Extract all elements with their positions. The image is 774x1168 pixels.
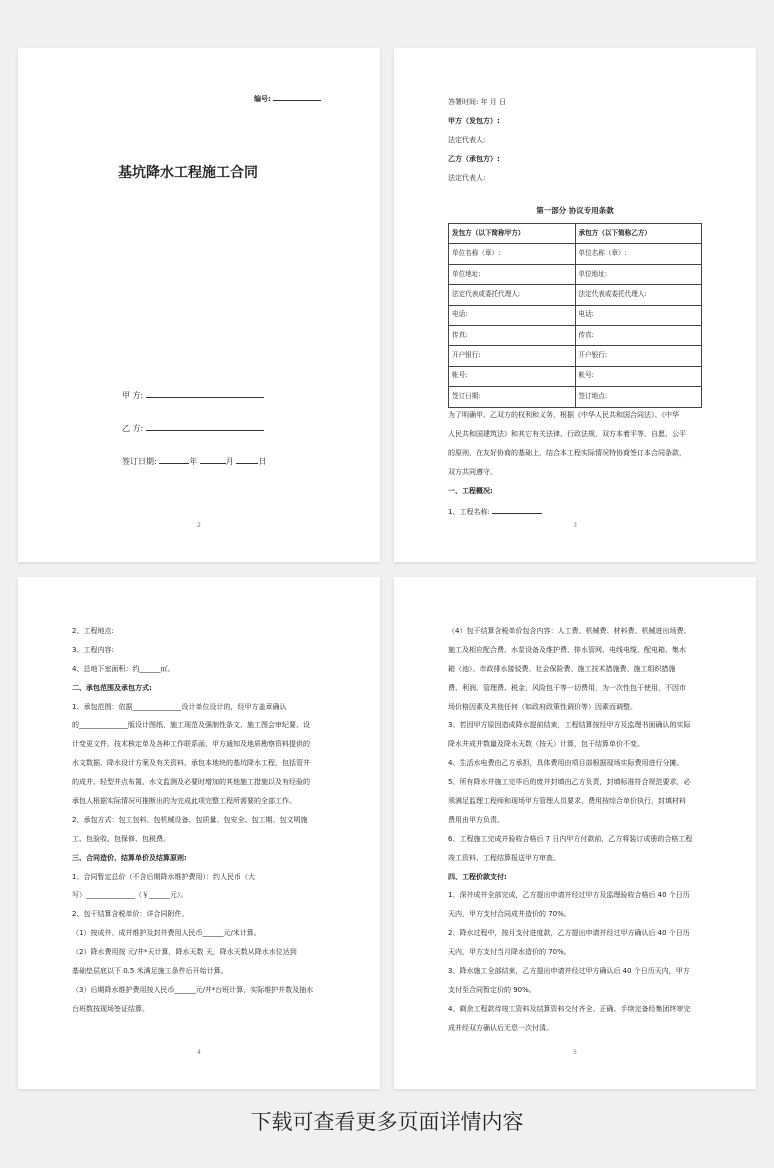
party-b-label: 乙 方: [122, 424, 144, 433]
table-row [449, 387, 702, 407]
project-name-label: 1、工程名称: [448, 508, 490, 516]
table-row [449, 366, 702, 386]
text-line: 1、合同暂定总价（不含后期降水维护费用）：约人民币（大 [72, 872, 255, 881]
paragraph-line: 双方共同遵守。 [448, 467, 497, 476]
text-line: 台班数按现场签证结算。 [72, 1004, 149, 1013]
text-line: （1）按成井、成井维护及封井费用人民币______元/米计算。 [72, 929, 261, 938]
table-row [449, 305, 702, 325]
text-line: 3、若因甲方原因造成降水提前结束，工程结算按经甲方及监理书面确认的实际 [448, 721, 691, 730]
party-a-label: 甲 方: [122, 391, 144, 400]
text-line: 箱（池）、市政排水接驳费、社会保险费、施工技术措施费、施工组织措施 [448, 664, 676, 673]
table-cell: 发包方（以下简称甲方） [449, 224, 576, 244]
payment-text [448, 622, 692, 1038]
text-line: 费、利润、管理费、税金、风险包干等一切费用，为一次性包干使用，不因市 [448, 683, 686, 692]
serial-number-row [254, 93, 321, 103]
party-a-row [122, 390, 264, 401]
year-blank [159, 456, 189, 464]
serial-number-label: 编号: [254, 95, 271, 103]
text-line: 1、深井成井全部完成，乙方提出申请并经过甲方及监理验收合格后 40 个日历 [448, 891, 690, 900]
text-line: 2、降水过程中，按月支付进度款，乙方提出申请并经过甲方确认后 40 个日历 [448, 929, 690, 938]
document-page-agreement [394, 48, 756, 562]
text-line: 的______________版设计图纸、施工现范及强制性条文、施工图会审纪要、设 [72, 721, 310, 730]
text-line: 支付至合同暂定价的 90%。 [448, 985, 536, 994]
party-a-heading: 甲方（发包方）: [448, 117, 500, 125]
text-line: 5、所有降水井施工完毕后的废井封填由乙方负责，封填标准符合规范要求，必 [448, 778, 691, 787]
table-cell: 传真: [575, 325, 702, 345]
table-cell: 帐号: [449, 366, 576, 386]
text-line: 费用由甲方负责。 [448, 815, 504, 824]
table-row [449, 285, 702, 305]
paragraph-line: 为了明确甲、乙双方的权利和义务，根据《中华人民共和国合同法》、《中华 [448, 411, 679, 419]
text-line: 2、承包方式：包工包料、包机械设备、包质量、包安全、包工期、包文明施 [72, 815, 308, 824]
year-label: 年 [189, 457, 198, 466]
page-number: 3 [573, 522, 577, 529]
download-prompt[interactable]: 下载可查看更多页面详情内容 [250, 1110, 524, 1134]
table-cell: 法定代表或委托代理人: [449, 285, 576, 305]
text-line: 2、工程地点: [72, 627, 114, 635]
contract-title: 基坑降水工程施工合同 [118, 165, 258, 181]
text-line: 工、包验收、包保修、包税费。 [72, 834, 170, 843]
text-line: 4、总地下室面积：约______㎡。 [72, 664, 175, 673]
party-b-blank [146, 423, 264, 431]
sign-date-row [122, 456, 266, 467]
text-line: （2）降水费用按 元/井*天计算，降水天数 天，降水天数从降水水位达到 [72, 948, 297, 957]
text-line: 须满足监理工程师和现场甲方管理人员要求，费用按综合单价执行，封填材料 [448, 797, 686, 806]
sign-time-line: 答署时间: 年 月 日 [448, 98, 507, 106]
table-row [449, 244, 702, 264]
paragraph-line: 人民共和国建筑法》和其它有关法律、行政法规，双方本着平等、自愿、公平 [448, 429, 686, 438]
paragraph-line: 的原则，在友好协商的基础上，结合本工程实际情况特协商签订本合同条款， [448, 448, 686, 457]
table-cell: 签订地点: [575, 387, 702, 407]
table-cell: 单位名称（章）: [449, 244, 576, 264]
text-line: 成并经双方确认后无息一次付清。 [448, 1023, 553, 1032]
text-line: 3、工程内容: [72, 645, 114, 654]
table-cell: 承包方（以下简称乙方） [575, 224, 702, 244]
sign-date-label: 签订日期: [122, 457, 157, 466]
serial-number-blank [273, 93, 321, 101]
document-page-payment [394, 577, 756, 1089]
project-name-blank [492, 506, 542, 514]
day-label: 日 [258, 457, 267, 466]
text-line: 施工及相应配合费、水泵设备及维护费、排水管网、电线电缆、配电箱、集水 [448, 645, 686, 654]
text-line: 6、工程施工完成并验收合格后 7 日内甲方付款前，乙方将装订成册的合格工程 [448, 834, 693, 843]
text-line: 4、生活水电费由乙方承担，具体费用由项目部根据现场实际费用进行分摊。 [448, 759, 684, 768]
section-title: 第一部分 协议专用条款 [536, 206, 614, 215]
table-cell: 电话: [449, 305, 576, 325]
document-page-scope [18, 577, 380, 1089]
text-line: （4）包干结算含税单价包含内容：人工费、机械费、材料费、机械进出场费、 [448, 627, 691, 635]
page-number: 2 [197, 522, 201, 529]
table-cell: 帐号: [575, 366, 702, 386]
text-line: 的成井、轻型井点布置、水文监测及必要时增加的其他施工措施以及有经验的 [72, 778, 310, 787]
party-info-table [448, 223, 702, 408]
table-cell: 法定代表或委托代理人: [575, 285, 702, 305]
text-line: 3、降水施工全部结束，乙方提出申请并经过甲方确认后 40 个日历天内，甲方 [448, 967, 690, 976]
party-b-heading: 乙方（承包方）: [448, 155, 500, 163]
table-cell: 开户银行: [575, 346, 702, 366]
text-line: （3）后期降水维护费用按人民币______元/井*台班计算，实际维护井数及抽水 [72, 985, 314, 994]
text-line: 天内，甲方支付当月降水造价的 70%。 [448, 948, 571, 957]
text-line: 水文数据、降水设计方案及有关资料、承包本地块的基坑降水工程，包括管井 [72, 759, 310, 768]
text-line: 竣工资料、工程结算报送甲方审查。 [448, 853, 560, 862]
text-line: 1、承包范围：依据______________设计单位设计的，经甲方盖章确认 [72, 702, 287, 711]
table-row [449, 325, 702, 345]
day-blank [236, 456, 258, 464]
text-line: 4、剩余工程款待竣工资料及结算资料交付齐全、正确、手续完备经集团终审完 [448, 1004, 691, 1013]
table-cell: 单位地址: [575, 264, 702, 284]
text-line: 承包人根据实际情况可推断出的为完成此项完整工程所需要的全部工作。 [72, 797, 296, 806]
month-blank [200, 456, 226, 464]
project-name-row [448, 506, 542, 516]
overview-heading: 一、工程概况: [448, 487, 493, 495]
text-line: 写）______________（￥______元）。 [72, 891, 188, 900]
table-cell: 电话: [575, 305, 702, 325]
text-line: 基础垫层底以下 0.5 米满足施工条件后开始计算。 [72, 967, 228, 976]
text-line: 三、合同造价、结算单价及结算原则: [72, 853, 187, 862]
table-cell: 单位地址: [449, 264, 576, 284]
table-header-row [449, 224, 702, 244]
text-line: 四、工程价款支付: [448, 872, 507, 881]
text-line: 二、承包范围及承包方式: [72, 683, 152, 692]
month-label: 月 [225, 457, 234, 466]
text-line: 场价格因素及其他任何（如政府政策性调价等）因素而调整。 [448, 702, 637, 711]
table-cell: 传真: [449, 325, 576, 345]
page-number: 5 [573, 1049, 577, 1056]
party-a-blank [146, 390, 264, 398]
page-number: 4 [197, 1049, 201, 1056]
table-cell: 签订日期: [449, 387, 576, 407]
table-cell: 单位名称（章）: [575, 244, 702, 264]
intro-paragraph [448, 406, 686, 482]
table-row [449, 264, 702, 284]
text-line: 降水井成井数量及降水天数（按天）计算，包干结算单价不变。 [448, 740, 644, 749]
document-page-cover [18, 48, 380, 562]
party-b-row [122, 423, 264, 434]
table-row [449, 346, 702, 366]
legal-rep-a: 法定代表人: [448, 136, 486, 144]
text-line: 计变更文件、技术核定单及各种工作联系函、甲方通知及地质勘察资料提供的 [72, 740, 310, 749]
text-line: 天内，甲方支付合同成井造价的 70%。 [448, 910, 571, 919]
text-line: 2、包干结算含税单价：详合同附件。 [72, 910, 189, 919]
table-cell: 开户银行: [449, 346, 576, 366]
scope-text [72, 622, 313, 1019]
legal-rep-b: 法定代表人: [448, 174, 486, 182]
